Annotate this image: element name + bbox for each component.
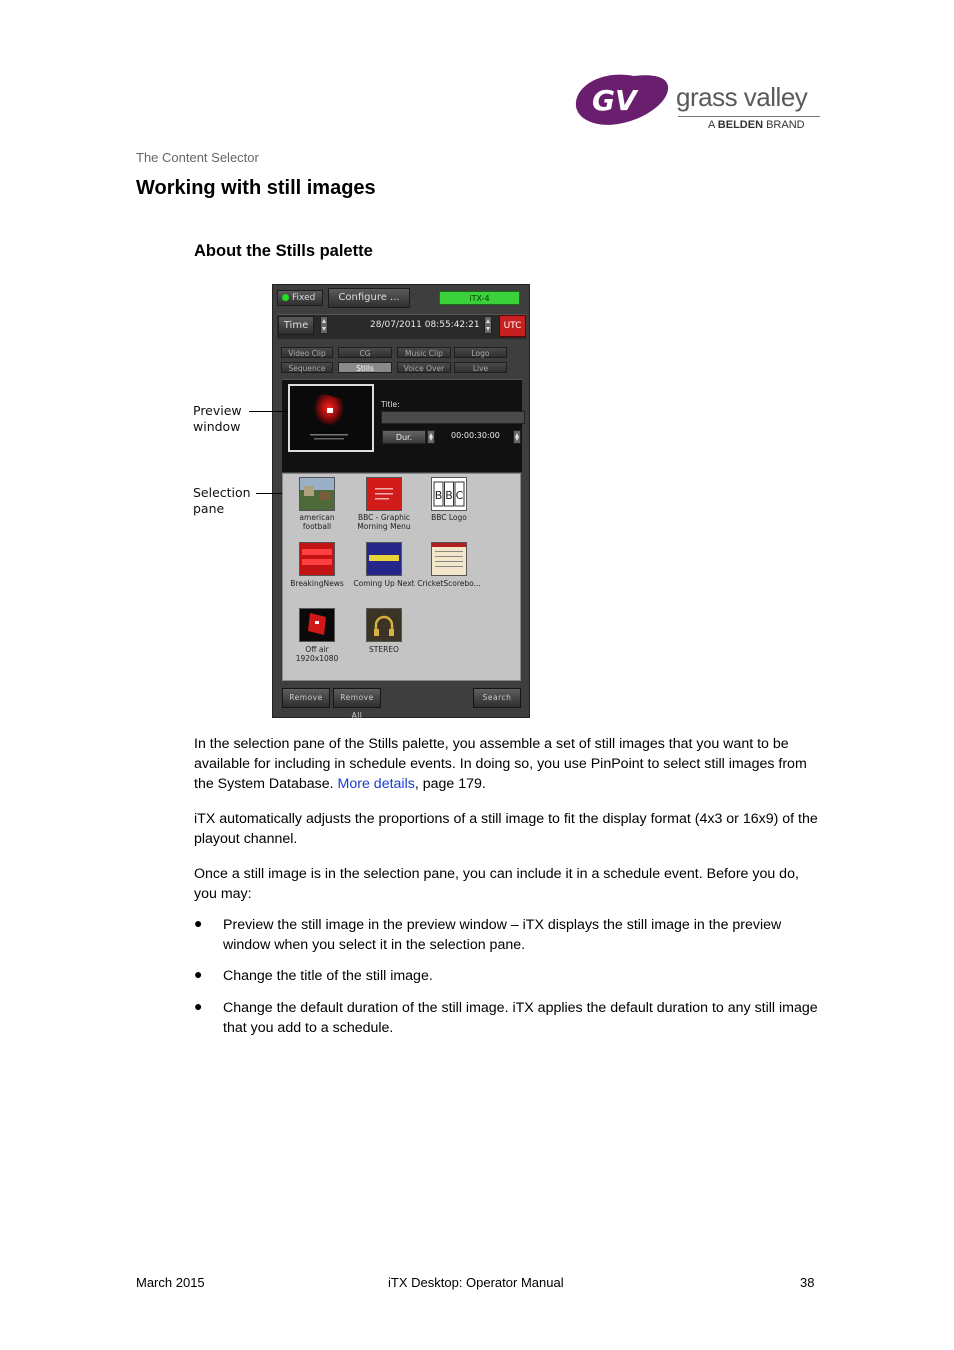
thumb-stereo[interactable] bbox=[366, 608, 402, 642]
svg-text:B: B bbox=[445, 489, 453, 502]
bullet-preview: Preview the still image in the preview window – iTX displays the still image in the preview window when you select it in the selection pane. bbox=[223, 917, 782, 953]
duration-value: 00:00:30:00 bbox=[451, 431, 500, 440]
svg-text:C: C bbox=[455, 489, 464, 502]
gv-logo-icon bbox=[574, 72, 674, 128]
grass-valley-logo bbox=[574, 72, 820, 134]
callout-selection-pane: Selection pane bbox=[193, 485, 251, 516]
footer-date: March 2015 bbox=[136, 1275, 205, 1290]
preview-image bbox=[290, 386, 368, 446]
svg-text:GV: GV bbox=[592, 84, 637, 117]
bullet-dot: ● bbox=[194, 998, 203, 1014]
callout-preview-window: Preview window bbox=[193, 403, 242, 434]
channel-indicator: iTX-4 bbox=[439, 291, 520, 305]
preview-window bbox=[288, 384, 374, 452]
logo-rule bbox=[678, 116, 820, 117]
bullet-dot: ● bbox=[194, 915, 203, 931]
tab-sequence[interactable]: Sequence bbox=[281, 362, 333, 373]
duration-button[interactable]: Dur. bbox=[382, 430, 426, 444]
footer-page-number: 38 bbox=[800, 1275, 815, 1290]
caption-stereo: STEREO bbox=[369, 645, 399, 654]
paragraph-schedule: Once a still image is in the selection pane, you can include it in a schedule event. Before you do, you may: bbox=[194, 866, 799, 902]
selection-pane bbox=[282, 473, 521, 681]
logo-wordmark: grass valley bbox=[676, 82, 808, 112]
logo-tagline: A BELDEN BRAND bbox=[708, 119, 805, 131]
tab-live[interactable]: Live bbox=[454, 362, 507, 373]
thumb-cricket-scoreboard[interactable] bbox=[431, 542, 467, 576]
paragraph-proportions: iTX automatically adjusts the proportions of a still image to fit the display format (4x3 or 16x9) of the playout channel. bbox=[194, 811, 818, 847]
thumb-coming-up-next[interactable] bbox=[366, 542, 402, 576]
caption-american-football: american football bbox=[299, 513, 335, 531]
bullet-title: Change the title of the still image. bbox=[223, 968, 433, 984]
callout-line-preview bbox=[249, 411, 287, 412]
datetime-spinner-icon[interactable] bbox=[484, 316, 492, 334]
running-head: The Content Selector bbox=[136, 150, 259, 165]
thumb-off-air[interactable] bbox=[299, 608, 335, 642]
thumb-bbc-graphic[interactable] bbox=[366, 477, 402, 511]
tab-logo[interactable]: Logo bbox=[454, 347, 507, 358]
caption-bbc-graphic: BBC - Graphic Morning Menu bbox=[357, 513, 411, 531]
thumb-american-football[interactable] bbox=[299, 477, 335, 511]
more-details-link[interactable]: More details bbox=[337, 776, 415, 792]
caption-breaking-news: BreakingNews bbox=[290, 579, 344, 588]
callout-line-selection bbox=[256, 493, 282, 494]
paragraph-intro: In the selection pane of the Stills palette, you assemble a set of still images that you want to be available for including in schedule events. In doing so, you use PinPoint to select still images from the System Database. More details, page 179. bbox=[194, 736, 807, 792]
caption-cricket-scoreboard: CricketScorebo... bbox=[417, 579, 481, 588]
thumb-breaking-news[interactable] bbox=[299, 542, 335, 576]
duration-spinner-icon[interactable] bbox=[427, 430, 435, 444]
tab-video-clip[interactable]: Video Clip bbox=[281, 347, 333, 358]
tab-music-clip[interactable]: Music Clip bbox=[397, 347, 451, 358]
stills-palette-screenshot bbox=[272, 284, 530, 718]
title-label: Title: bbox=[381, 400, 400, 409]
datetime-display: 28/07/2011 08:55:42:21 bbox=[370, 320, 480, 330]
tab-voice-over[interactable]: Voice Over bbox=[397, 362, 451, 373]
caption-off-air: Off air 1920x1080 bbox=[295, 645, 339, 663]
subsection-heading: About the Stills palette bbox=[194, 242, 373, 260]
section-heading: Working with still images bbox=[136, 177, 376, 199]
preview-area bbox=[282, 379, 522, 472]
duration-value-spinner-icon[interactable] bbox=[513, 430, 521, 444]
tab-cg[interactable]: CG bbox=[338, 347, 392, 358]
thumb-bbc-logo[interactable] bbox=[431, 477, 467, 511]
utc-button[interactable]: UTC bbox=[499, 315, 526, 337]
fixed-button[interactable]: Fixed bbox=[277, 290, 323, 306]
remove-all-button[interactable]: Remove All bbox=[333, 688, 381, 708]
search-button[interactable]: Search bbox=[473, 688, 521, 708]
bullet-duration: Change the default duration of the still image. iTX applies the default duration to any still image that you add to a schedule. bbox=[223, 1000, 818, 1036]
caption-coming-up-next: Coming Up Next bbox=[353, 579, 415, 588]
time-button[interactable]: Time bbox=[278, 316, 314, 335]
title-input[interactable] bbox=[381, 411, 525, 424]
footer-title: iTX Desktop: Operator Manual bbox=[388, 1275, 564, 1290]
remove-button[interactable]: Remove bbox=[282, 688, 330, 708]
configure-button[interactable]: Configure ... bbox=[328, 288, 410, 308]
caption-bbc-logo: BBC Logo bbox=[431, 513, 467, 522]
time-spinner-icon[interactable] bbox=[320, 316, 328, 334]
tab-stills[interactable]: Stills bbox=[338, 362, 392, 373]
bullet-dot: ● bbox=[194, 966, 203, 982]
svg-text:B: B bbox=[434, 489, 443, 502]
status-led-icon bbox=[282, 294, 289, 301]
